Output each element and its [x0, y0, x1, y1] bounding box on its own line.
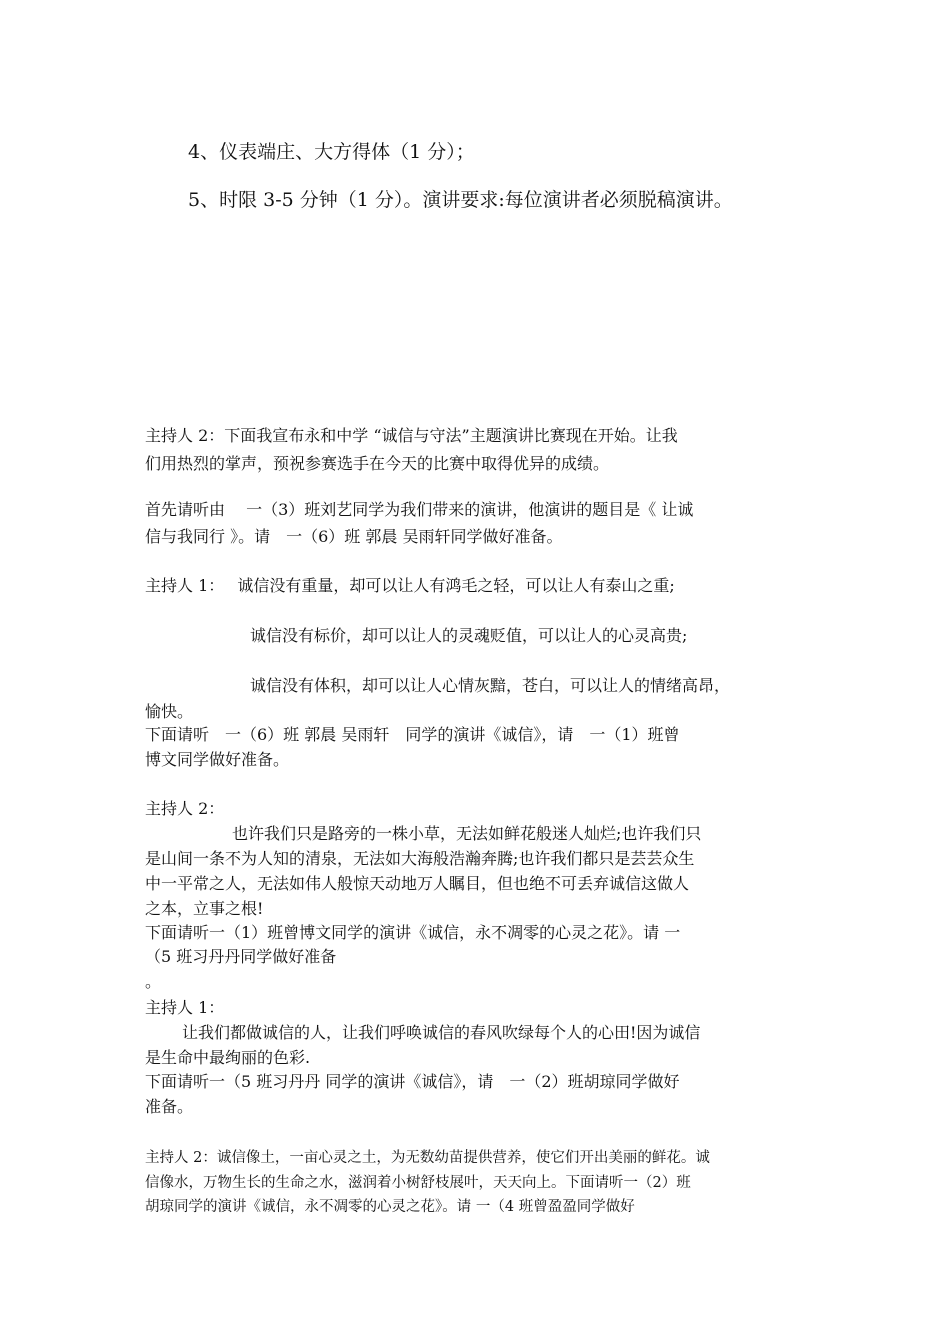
- text-line: 让我们都做诚信的人，让我们呼唤诚信的春风吹绿每个人的心田!因为诚信: [182, 1023, 701, 1042]
- text-line: 是山间一条不为人知的清泉，无法如大海般浩瀚奔腾;也许我们都只是芸芸众生: [145, 849, 695, 868]
- text-line: 首先请听由 一（3）班刘艺同学为我们带来的演讲，他演讲的题目是《 让诚: [145, 500, 694, 519]
- text-line: 们用热烈的掌声，预祝参赛选手在今天的比赛中取得优异的成绩。: [145, 454, 610, 473]
- text-line: 主持人 2：: [145, 799, 225, 818]
- text-line: （5 班习丹丹同学做好准备: [145, 947, 337, 966]
- text-line: 信像水，万物生长的生命之水，滋润着小树舒枝展叶，天天向上。下面请听一（2）班: [145, 1175, 691, 1191]
- text-line: 主持人 1：: [145, 998, 225, 1017]
- text-line: 信与我同行 》。请 一（6）班 郭晨 吴雨轩同学做好准备。: [145, 527, 563, 546]
- text-line: 。: [145, 972, 162, 991]
- text-line: 下面请听一（1）班曾博文同学的演讲《诚信，永不凋零的心灵之花》。请 一: [145, 923, 681, 942]
- text-line: 中一平常之人，无法如伟人般惊天动地万人瞩目，但也绝不可丢弃诚信这做人: [145, 874, 690, 893]
- text-line: 主持人 2：诚信像土，一亩心灵之土，为无数幼苗提供营养，使它们开出美丽的鲜花。诚: [145, 1150, 710, 1166]
- text-line: 之本，立事之根!: [145, 899, 264, 918]
- text-line: 主持人 1： 诚信没有重量，却可以让人有鸿毛之轻，可以让人有泰山之重;: [145, 576, 675, 595]
- text-line: 下面请听一（5 班习丹丹 同学的演讲《诚信》，请 一（2）班胡琼同学做好: [145, 1072, 680, 1091]
- criteria-item-5: 5、时限 3-5 分钟（1 分）。演讲要求:每位演讲者必须脱稿演讲。: [188, 189, 733, 211]
- text-line: 愉快。: [145, 702, 194, 721]
- criteria-item-4: 4、仪表端庄、大方得体（1 分）；: [188, 141, 475, 163]
- text-line: 诚信没有标价，却可以让人的灵魂贬值，可以让人的心灵高贵;: [250, 626, 688, 645]
- text-line: 准备。: [145, 1097, 194, 1116]
- text-line: 下面请听 一（6）班 郭晨 吴雨轩 同学的演讲《诚信》，请 一（1）班曾: [145, 725, 680, 744]
- text-line: 是生命中最绚丽的色彩.: [145, 1048, 311, 1067]
- text-line: 也许我们只是路旁的一株小草，无法如鲜花般迷人灿烂;也许我们只: [232, 824, 702, 843]
- text-line: 博文同学做好准备。: [145, 750, 290, 769]
- text-line: 诚信没有体积，却可以让人心情灰黯，苍白，可以让人的情绪高昂，: [250, 676, 731, 695]
- text-line: 主持人 2：下面我宣布永和中学 “诚信与守法”主题演讲比赛现在开始。让我: [145, 426, 678, 445]
- text-line: 胡琼同学的演讲《诚信，永不凋零的心灵之花》。请 一（4 班曾盈盈同学做好: [145, 1199, 635, 1215]
